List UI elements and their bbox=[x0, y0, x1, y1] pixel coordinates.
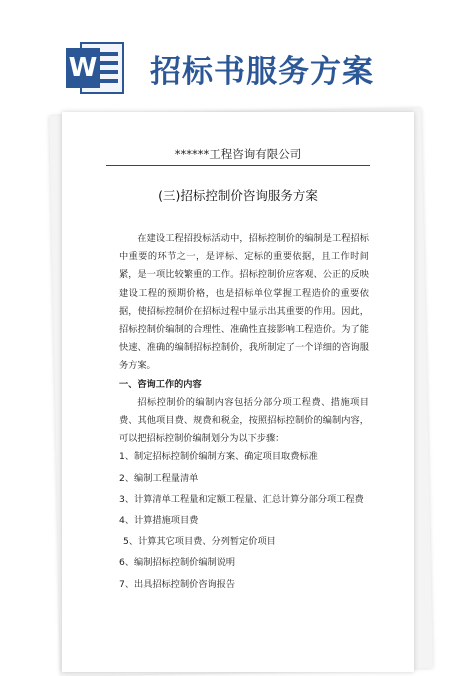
step-item-4: 4、计算措施项目费 bbox=[119, 515, 199, 527]
header-banner bbox=[0, 0, 474, 100]
banner-title: 招标书服务方案 bbox=[150, 54, 374, 90]
section-heading: 一、咨询工作的内容 bbox=[119, 378, 202, 390]
step-item-5: 5、计算其它项目费、分列暂定价项目 bbox=[123, 536, 276, 548]
company-name: ******工程咨询有限公司 bbox=[174, 147, 302, 161]
section-paragraph: 招标控制价的编制内容包括分部分项工程费、措施项目费、其他项目费、规费和税金，按照招标控制价的编制内容，可以把招标控制价编制划分为以下步骤： bbox=[119, 396, 369, 445]
header-rule bbox=[106, 165, 370, 166]
word-document-icon bbox=[66, 42, 126, 94]
step-item-2: 2、编制工程量清单 bbox=[119, 472, 199, 484]
step-item-7: 7、出具招标控制价咨询报告 bbox=[119, 578, 236, 590]
document-title: (三)招标控制价咨询服务方案 bbox=[158, 188, 318, 203]
document-body bbox=[119, 230, 369, 597]
step-item-1: 1、制定招标控制价编制方案、确定项目取费标准 bbox=[119, 451, 318, 463]
word-icon-letter: W bbox=[66, 48, 100, 88]
step-item-3: 3、计算清单工程量和定额工程量、汇总计算分部分项工程费 bbox=[119, 493, 364, 505]
intro-paragraph: 在建设工程招投标活动中，招标控制价的编制是工程招标中重要的环节之一，是评标、定标的重要依据，且工作时间紧，是一项比较繁重的工作。招标控制价应客观、公正的反映建设工程的预期价格，也是招标单位掌握工程造价的重要依据，使招标控制价在招标过程中显示出其重要的作用。因此，招标控制价编制的合理性、准确性直接影响工程造价。为了能快速、准确的编制招标控制价，我所制定了一个详细的咨询服务方案。 bbox=[119, 233, 369, 372]
document-page bbox=[62, 112, 414, 672]
step-item-6: 6、编制招标控制价编制说明 bbox=[119, 557, 236, 569]
